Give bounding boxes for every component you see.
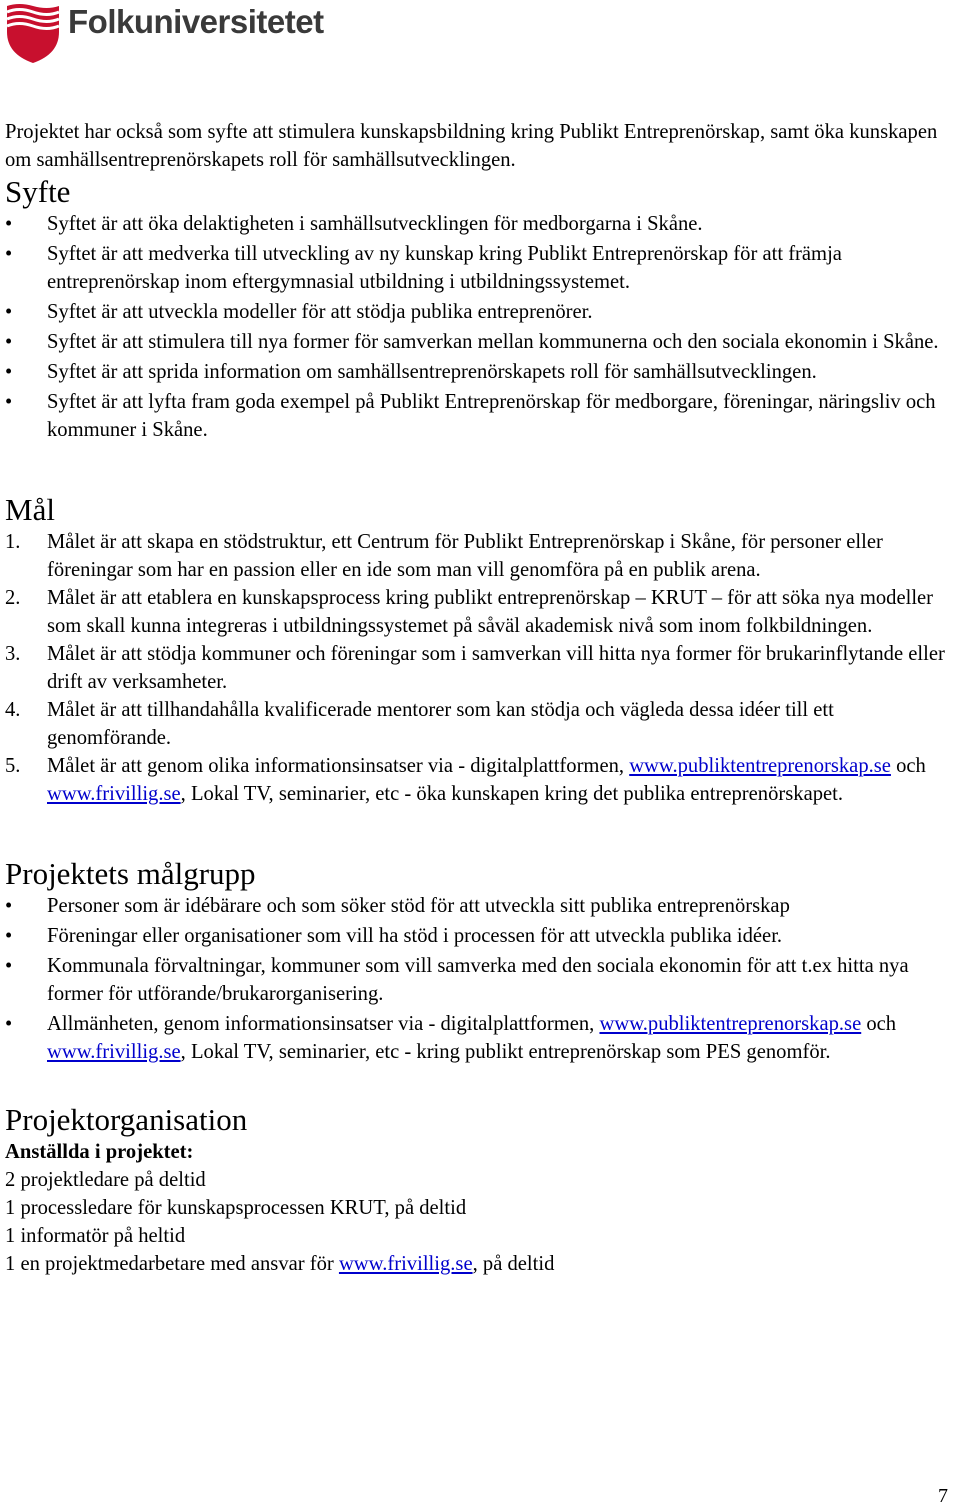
list-item: • Syftet är att stimulera till nya former för samverkan mellan kommunerna och den sociala ekonomin i Skåne. xyxy=(5,328,960,356)
page-number: 7 xyxy=(938,1485,948,1507)
staff-line: 1 processledare för kunskapsprocessen KRUT, på deltid xyxy=(5,1197,467,1219)
list-item: 4. Målet är att tillhandahålla kvalificerade mentorer som kan stödja och vägleda dessa idéer till ett genomförande. xyxy=(5,696,960,752)
list-number: 4. xyxy=(5,699,21,721)
mal-list xyxy=(5,528,960,808)
bullet-icon: • xyxy=(5,955,13,977)
list-number: 1. xyxy=(5,531,21,553)
bullet-icon: • xyxy=(5,361,13,383)
list-item: • Syftet är att öka delaktigheten i samhällsutvecklingen för medborgarna i Skåne. xyxy=(5,210,960,238)
bullet-icon: • xyxy=(5,331,13,353)
logo xyxy=(5,2,324,64)
link-frivillig[interactable]: www.frivillig.se xyxy=(338,1253,473,1275)
bullet-icon: • xyxy=(5,391,13,413)
syfte-list xyxy=(5,210,960,444)
list-item: 2. Målet är att etablera en kunskapsprocess kring publikt entreprenörskap – KRUT – för att söka nya modeller som skall kunna integreras i utbildningssystemet på såväl akademisk nivå som inom folkbildningen. xyxy=(5,584,960,640)
list-item: • Kommunala förvaltningar, kommuner som vill samverka med den sociala ekonomin för att t.ex hitta nya former för utförande/brukarorganisering. xyxy=(5,952,960,1008)
list-item: • Syftet är att lyfta fram goda exempel på Publikt Entreprenörskap för medborgare, föreningar, näringsliv och kommuner i Skåne. xyxy=(5,388,960,444)
bullet-icon: • xyxy=(5,925,13,947)
link-frivillig[interactable]: www.frivillig.se xyxy=(47,783,181,805)
intro-paragraph: Projektet har också som syfte att stimulera kunskapsbildning kring Publikt Entreprenörskap, samt öka kunskapen om samhällsentreprenörskapets roll för samhällsutvecklingen. xyxy=(5,121,938,171)
bullet-icon: • xyxy=(5,1013,13,1035)
malgrupp-list xyxy=(5,892,960,1066)
folkuniversitetet-shield-icon xyxy=(5,2,61,64)
bullet-icon: • xyxy=(5,213,13,235)
bullet-icon: • xyxy=(5,301,13,323)
list-item: 1. Målet är att skapa en stödstruktur, ett Centrum för Publikt Entreprenörskap i Skåne, för personer eller föreningar som har en passion eller en ide som man vill genomföra på en publik arena. xyxy=(5,528,960,584)
list-item: • Syftet är att sprida information om samhällsentreprenörskapets roll för samhällsutvecklingen. xyxy=(5,358,960,386)
staff-line: 2 projektledare på deltid xyxy=(5,1169,206,1191)
list-number: 2. xyxy=(5,587,21,609)
document-body xyxy=(5,118,960,1278)
link-publiktentreprenorskap[interactable]: www.publiktentreprenorskap.se xyxy=(629,755,891,777)
list-number: 5. xyxy=(5,755,21,777)
bullet-icon: • xyxy=(5,895,13,917)
list-number: 3. xyxy=(5,643,21,665)
list-item: 5. Målet är att genom olika informationsinsatser via - digitalplattformen, www.publiktentreprenorskap.se och www.frivillig.se, Lokal TV, seminarier, etc - öka kunskapen kring det publika entreprenörskapet. xyxy=(5,752,960,808)
heading-projektorganisation: Projektorganisation xyxy=(5,1102,248,1137)
heading-mal: Mål xyxy=(5,492,55,527)
list-item: • Syftet är att medverka till utveckling av ny kunskap kring Publikt Entreprenörskap för att främja entreprenörskap inom eftergymnasial utbildning i utbildningssystemet. xyxy=(5,240,960,296)
subheading-anstallda: Anställda i projektet: xyxy=(5,1141,194,1163)
list-item: 3. Målet är att stödja kommuner och föreningar som i samverkan vill hitta nya former för brukarinflytande eller drift av verksamheter. xyxy=(5,640,960,696)
list-item: • Föreningar eller organisationer som vill ha stöd i processen för att utveckla publika idéer. xyxy=(5,922,960,950)
list-item: • Personer som är idébärare och som söker stöd för att utveckla sitt publika entreprenörskap xyxy=(5,892,960,920)
staff-line: 1 en projektmedarbetare med ansvar för www.frivillig.se, på deltid xyxy=(5,1253,555,1275)
link-publiktentreprenorskap[interactable]: www.publiktentreprenorskap.se xyxy=(599,1013,862,1035)
bullet-icon: • xyxy=(5,243,13,265)
list-item: • Syftet är att utveckla modeller för att stödja publika entreprenörer. xyxy=(5,298,960,326)
heading-syfte: Syfte xyxy=(5,174,71,209)
list-item: • Allmänheten, genom informationsinsatser via - digitalplattformen, www.publiktentreprenorskap.se och www.frivillig.se, Lokal TV, seminarier, etc - kring publikt entreprenörskap som PES genomför. xyxy=(5,1010,960,1066)
staff-line: 1 informatör på heltid xyxy=(5,1225,186,1247)
heading-malgrupp: Projektets målgrupp xyxy=(5,856,256,891)
link-frivillig[interactable]: www.frivillig.se xyxy=(47,1041,181,1063)
logo-text: Folkuniversitetet xyxy=(68,3,324,40)
